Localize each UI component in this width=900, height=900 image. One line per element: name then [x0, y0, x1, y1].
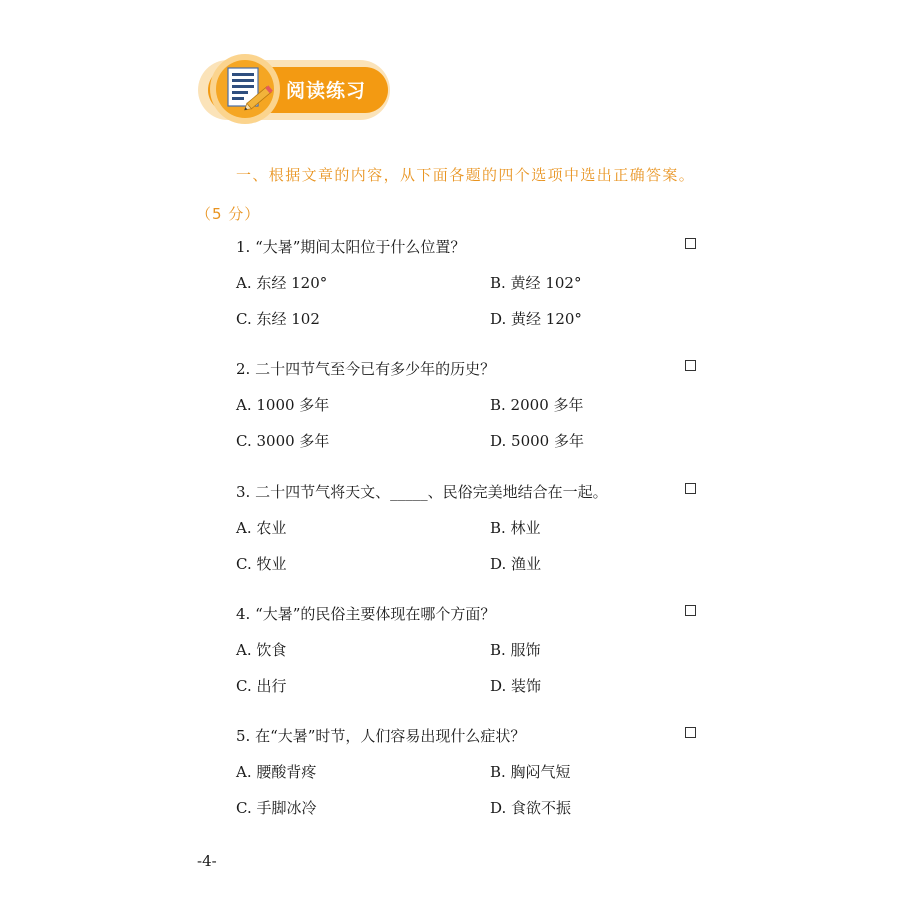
- option-d: D. 渔业: [490, 555, 542, 573]
- option-c: C. 3000 多年: [236, 432, 330, 450]
- option-b: B. 林业: [490, 519, 541, 537]
- question-text: 5. 在“大暑”时节，人们容易出现什么症状？: [236, 727, 526, 745]
- answer-checkbox[interactable]: [685, 727, 696, 738]
- option-d: D. 黄经 120°: [490, 310, 582, 328]
- option-c: C. 出行: [236, 677, 287, 695]
- option-d: D. 装饰: [490, 677, 542, 695]
- option-b: B. 胸闷气短: [490, 763, 571, 781]
- option-d: D. 5000 多年: [490, 432, 584, 450]
- option-c: C. 东经 102: [236, 310, 320, 328]
- question-text: 1. “大暑”期间太阳位于什么位置？: [236, 238, 466, 256]
- option-b: B. 2000 多年: [490, 396, 584, 414]
- answer-checkbox[interactable]: [685, 360, 696, 371]
- option-d: D. 食欲不振: [490, 799, 572, 817]
- option-a: A. 东经 120°: [236, 274, 328, 292]
- option-b: B. 黄经 102°: [490, 274, 582, 292]
- question-text: 3. 二十四节气将天文、_____、民俗完美地结合在一起。: [236, 483, 608, 501]
- instruction-text: 一、根据文章的内容，从下面各题的四个选项中选出正确答案。: [236, 166, 696, 184]
- option-a: A. 1000 多年: [236, 396, 330, 414]
- option-a: A. 饮食: [236, 641, 287, 659]
- option-c: C. 牧业: [236, 555, 287, 573]
- answer-checkbox[interactable]: [685, 483, 696, 494]
- answer-checkbox[interactable]: [685, 238, 696, 249]
- option-a: A. 腰酸背疼: [236, 763, 317, 781]
- answer-checkbox[interactable]: [685, 605, 696, 616]
- section-title: 阅读练习: [286, 80, 367, 102]
- score-text: （5 分）: [196, 205, 261, 223]
- question-text: 4. “大暑”的民俗主要体现在哪个方面？: [236, 605, 496, 623]
- document-pencil-icon: [220, 62, 280, 118]
- section-header-badge: [198, 52, 398, 132]
- question-text: 2. 二十四节气至今已有多少年的历史？: [236, 360, 496, 378]
- option-b: B. 服饰: [490, 641, 541, 659]
- page-number: -4-: [197, 852, 217, 870]
- option-a: A. 农业: [236, 519, 287, 537]
- option-c: C. 手脚冰冷: [236, 799, 317, 817]
